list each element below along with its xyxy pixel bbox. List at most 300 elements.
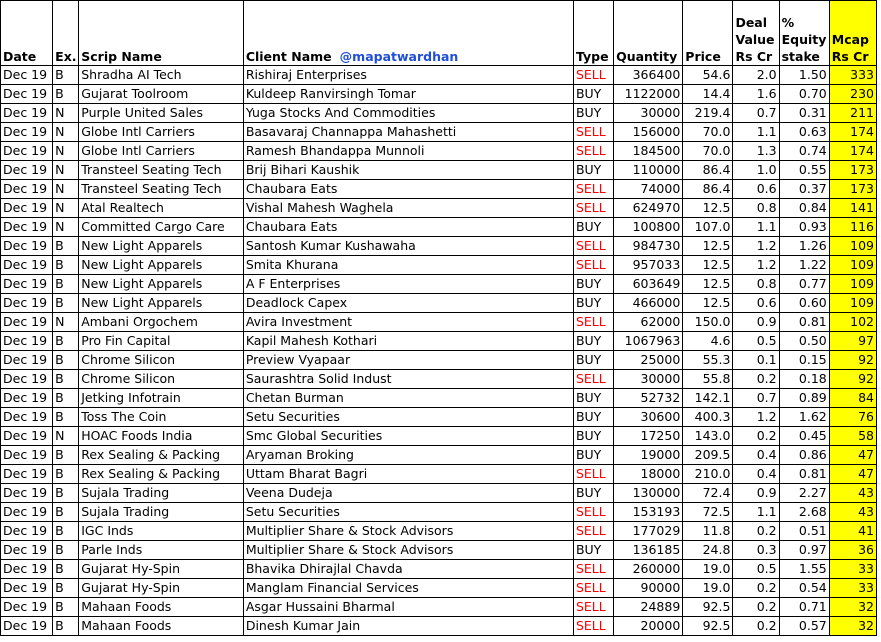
cell-exchange: B <box>53 370 79 389</box>
cell-equity-stake: 0.86 <box>779 446 829 465</box>
cell-client-name: Ramesh Bhandappa Munnoli <box>243 142 573 161</box>
cell-equity-stake: 0.31 <box>779 104 829 123</box>
cell-client-name: Dinesh Kumar Jain <box>243 617 573 636</box>
cell-date: Dec 19 <box>1 389 53 408</box>
cell-date: Dec 19 <box>1 465 53 484</box>
header-value-line: Value <box>735 32 775 47</box>
cell-scrip-name: New Light Apparels <box>79 237 244 256</box>
cell-deal-value: 0.9 <box>733 484 779 503</box>
table-row <box>1 617 877 636</box>
table-row <box>1 237 877 256</box>
cell-date: Dec 19 <box>1 522 53 541</box>
cell-exchange: B <box>53 332 79 351</box>
cell-deal-value: 0.2 <box>733 427 779 446</box>
header-stake-line: stake <box>781 49 820 64</box>
cell-client-name: Bhavika Dhirajlal Chavda <box>243 560 573 579</box>
cell-scrip-name: Toss The Coin <box>79 408 244 427</box>
cell-client-name: Smc Global Securities <box>243 427 573 446</box>
cell-type: SELL <box>573 66 613 85</box>
cell-exchange: B <box>53 503 79 522</box>
cell-date: Dec 19 <box>1 237 53 256</box>
cell-exchange: B <box>53 560 79 579</box>
cell-equity-stake: 0.51 <box>779 522 829 541</box>
cell-type: SELL <box>573 522 613 541</box>
cell-equity-stake: 0.71 <box>779 598 829 617</box>
cell-client-name: Preview Vyapaar <box>243 351 573 370</box>
cell-mcap: 109 <box>829 275 876 294</box>
header-pct-line: % <box>781 15 795 30</box>
cell-client-name: Saurashtra Solid Indust <box>243 370 573 389</box>
cell-mcap: 92 <box>829 370 876 389</box>
cell-exchange: N <box>53 218 79 237</box>
cell-quantity: 24889 <box>614 598 683 617</box>
cell-equity-stake: 0.18 <box>779 370 829 389</box>
cell-price: 219.4 <box>683 104 733 123</box>
table-row <box>1 446 877 465</box>
cell-exchange: N <box>53 104 79 123</box>
cell-mcap: 33 <box>829 560 876 579</box>
cell-type: SELL <box>573 579 613 598</box>
cell-quantity: 52732 <box>614 389 683 408</box>
cell-scrip-name: Gujarat Hy-Spin <box>79 579 244 598</box>
table-row <box>1 66 877 85</box>
cell-quantity: 1067963 <box>614 332 683 351</box>
cell-type: SELL <box>573 370 613 389</box>
cell-price: 210.0 <box>683 465 733 484</box>
cell-exchange: B <box>53 579 79 598</box>
cell-deal-value: 0.5 <box>733 332 779 351</box>
cell-mcap: 76 <box>829 408 876 427</box>
cell-type: SELL <box>573 598 613 617</box>
cell-client-name: Vishal Mahesh Waghela <box>243 199 573 218</box>
cell-type: BUY <box>573 104 613 123</box>
table-row <box>1 294 877 313</box>
cell-type: SELL <box>573 256 613 275</box>
cell-mcap: 41 <box>829 522 876 541</box>
cell-exchange: B <box>53 275 79 294</box>
cell-deal-value: 1.0 <box>733 161 779 180</box>
cell-client-name: Setu Securities <box>243 503 573 522</box>
cell-mcap: 173 <box>829 161 876 180</box>
cell-deal-value: 1.3 <box>733 142 779 161</box>
header-scrip-name: Scrip Name <box>79 1 244 66</box>
table-row <box>1 598 877 617</box>
cell-date: Dec 19 <box>1 598 53 617</box>
cell-mcap: 92 <box>829 351 876 370</box>
cell-quantity: 100800 <box>614 218 683 237</box>
cell-client-name: Chaubara Eats <box>243 218 573 237</box>
cell-deal-value: 1.1 <box>733 218 779 237</box>
cell-scrip-name: Ambani Orgochem <box>79 313 244 332</box>
cell-scrip-name: Mahaan Foods <box>79 598 244 617</box>
table-row <box>1 503 877 522</box>
header-mcap-rscr-line: Rs Cr <box>831 49 869 64</box>
cell-exchange: B <box>53 522 79 541</box>
cell-equity-stake: 0.89 <box>779 389 829 408</box>
cell-deal-value: 0.5 <box>733 560 779 579</box>
cell-date: Dec 19 <box>1 541 53 560</box>
cell-scrip-name: Sujala Trading <box>79 503 244 522</box>
cell-quantity: 19000 <box>614 446 683 465</box>
cell-client-name: Rishiraj Enterprises <box>243 66 573 85</box>
cell-scrip-name: Rex Sealing & Packing <box>79 465 244 484</box>
cell-client-name: Uttam Bharat Bagri <box>243 465 573 484</box>
cell-type: BUY <box>573 351 613 370</box>
cell-date: Dec 19 <box>1 123 53 142</box>
cell-quantity: 466000 <box>614 294 683 313</box>
cell-deal-value: 0.4 <box>733 465 779 484</box>
cell-deal-value: 0.6 <box>733 294 779 313</box>
cell-mcap: 47 <box>829 465 876 484</box>
cell-deal-value: 1.6 <box>733 85 779 104</box>
cell-scrip-name: IGC Inds <box>79 522 244 541</box>
cell-quantity: 110000 <box>614 161 683 180</box>
cell-date: Dec 19 <box>1 484 53 503</box>
table-row <box>1 370 877 389</box>
cell-quantity: 624970 <box>614 199 683 218</box>
table-row <box>1 256 877 275</box>
cell-deal-value: 0.2 <box>733 617 779 636</box>
cell-equity-stake: 0.37 <box>779 180 829 199</box>
cell-date: Dec 19 <box>1 161 53 180</box>
cell-exchange: B <box>53 351 79 370</box>
cell-price: 19.0 <box>683 579 733 598</box>
cell-scrip-name: Shradha AI Tech <box>79 66 244 85</box>
cell-price: 70.0 <box>683 123 733 142</box>
cell-deal-value: 1.2 <box>733 408 779 427</box>
cell-price: 55.8 <box>683 370 733 389</box>
cell-equity-stake: 0.84 <box>779 199 829 218</box>
cell-mcap: 109 <box>829 256 876 275</box>
cell-quantity: 184500 <box>614 142 683 161</box>
table-row <box>1 579 877 598</box>
cell-price: 150.0 <box>683 313 733 332</box>
cell-exchange: B <box>53 294 79 313</box>
cell-equity-stake: 0.93 <box>779 218 829 237</box>
table-row <box>1 199 877 218</box>
cell-type: BUY <box>573 446 613 465</box>
cell-deal-value: 0.9 <box>733 313 779 332</box>
cell-scrip-name: New Light Apparels <box>79 275 244 294</box>
table-row <box>1 123 877 142</box>
cell-equity-stake: 1.22 <box>779 256 829 275</box>
cell-scrip-name: Mahaan Foods <box>79 617 244 636</box>
cell-client-name: Veena Dudeja <box>243 484 573 503</box>
cell-equity-stake: 1.55 <box>779 560 829 579</box>
cell-equity-stake: 0.60 <box>779 294 829 313</box>
cell-equity-stake: 2.27 <box>779 484 829 503</box>
cell-quantity: 130000 <box>614 484 683 503</box>
cell-exchange: N <box>53 123 79 142</box>
cell-date: Dec 19 <box>1 370 53 389</box>
cell-equity-stake: 0.81 <box>779 313 829 332</box>
cell-type: BUY <box>573 275 613 294</box>
cell-type: SELL <box>573 123 613 142</box>
cell-deal-value: 0.7 <box>733 104 779 123</box>
cell-quantity: 957033 <box>614 256 683 275</box>
header-equity-line: Equity <box>781 32 827 47</box>
cell-client-name: A F Enterprises <box>243 275 573 294</box>
cell-exchange: N <box>53 313 79 332</box>
cell-quantity: 17250 <box>614 427 683 446</box>
cell-mcap: 102 <box>829 313 876 332</box>
table-row <box>1 142 877 161</box>
cell-type: BUY <box>573 484 613 503</box>
cell-date: Dec 19 <box>1 408 53 427</box>
cell-type: SELL <box>573 142 613 161</box>
cell-date: Dec 19 <box>1 560 53 579</box>
cell-mcap: 230 <box>829 85 876 104</box>
cell-exchange: B <box>53 66 79 85</box>
cell-price: 12.5 <box>683 294 733 313</box>
cell-scrip-name: Sujala Trading <box>79 484 244 503</box>
cell-client-name: Asgar Hussaini Bharmal <box>243 598 573 617</box>
table-row <box>1 332 877 351</box>
table-row <box>1 484 877 503</box>
table-row <box>1 465 877 484</box>
cell-quantity: 260000 <box>614 560 683 579</box>
header-price: Price <box>683 1 733 66</box>
table-row <box>1 161 877 180</box>
cell-price: 142.1 <box>683 389 733 408</box>
cell-type: SELL <box>573 313 613 332</box>
cell-exchange: B <box>53 256 79 275</box>
cell-quantity: 1122000 <box>614 85 683 104</box>
table-row <box>1 389 877 408</box>
cell-exchange: N <box>53 161 79 180</box>
cell-mcap: 33 <box>829 579 876 598</box>
cell-quantity: 90000 <box>614 579 683 598</box>
cell-quantity: 366400 <box>614 66 683 85</box>
cell-exchange: B <box>53 446 79 465</box>
cell-type: SELL <box>573 237 613 256</box>
cell-exchange: B <box>53 598 79 617</box>
cell-price: 86.4 <box>683 161 733 180</box>
cell-type: SELL <box>573 465 613 484</box>
cell-date: Dec 19 <box>1 579 53 598</box>
cell-price: 92.5 <box>683 617 733 636</box>
cell-type: BUY <box>573 332 613 351</box>
cell-scrip-name: Gujarat Hy-Spin <box>79 560 244 579</box>
cell-date: Dec 19 <box>1 142 53 161</box>
cell-deal-value: 0.6 <box>733 180 779 199</box>
cell-type: SELL <box>573 560 613 579</box>
cell-client-name: Manglam Financial Services <box>243 579 573 598</box>
cell-client-name: Kapil Mahesh Kothari <box>243 332 573 351</box>
cell-scrip-name: Parle Inds <box>79 541 244 560</box>
cell-date: Dec 19 <box>1 446 53 465</box>
cell-date: Dec 19 <box>1 199 53 218</box>
cell-date: Dec 19 <box>1 180 53 199</box>
table-row <box>1 541 877 560</box>
header-date: Date <box>1 1 53 66</box>
cell-date: Dec 19 <box>1 427 53 446</box>
cell-client-name: Multiplier Share & Stock Advisors <box>243 541 573 560</box>
cell-date: Dec 19 <box>1 503 53 522</box>
cell-equity-stake: 0.15 <box>779 351 829 370</box>
cell-mcap: 173 <box>829 180 876 199</box>
cell-exchange: B <box>53 541 79 560</box>
cell-scrip-name: Atal Realtech <box>79 199 244 218</box>
cell-client-name: Chetan Burman <box>243 389 573 408</box>
cell-date: Dec 19 <box>1 66 53 85</box>
cell-date: Dec 19 <box>1 617 53 636</box>
cell-quantity: 74000 <box>614 180 683 199</box>
cell-mcap: 174 <box>829 123 876 142</box>
cell-date: Dec 19 <box>1 275 53 294</box>
cell-scrip-name: Globe Intl Carriers <box>79 123 244 142</box>
cell-exchange: B <box>53 389 79 408</box>
cell-exchange: N <box>53 427 79 446</box>
cell-quantity: 30000 <box>614 370 683 389</box>
cell-price: 12.5 <box>683 237 733 256</box>
table-row <box>1 104 877 123</box>
cell-client-name: Multiplier Share & Stock Advisors <box>243 522 573 541</box>
cell-quantity: 984730 <box>614 237 683 256</box>
cell-exchange: N <box>53 199 79 218</box>
cell-client-name: Santosh Kumar Kushawaha <box>243 237 573 256</box>
cell-client-name: Deadlock Capex <box>243 294 573 313</box>
cell-quantity: 177029 <box>614 522 683 541</box>
cell-equity-stake: 0.45 <box>779 427 829 446</box>
cell-deal-value: 0.3 <box>733 541 779 560</box>
cell-equity-stake: 0.57 <box>779 617 829 636</box>
cell-deal-value: 1.2 <box>733 256 779 275</box>
cell-mcap: 32 <box>829 598 876 617</box>
cell-date: Dec 19 <box>1 218 53 237</box>
cell-type: BUY <box>573 218 613 237</box>
cell-price: 72.4 <box>683 484 733 503</box>
cell-client-name: Setu Securities <box>243 408 573 427</box>
cell-type: BUY <box>573 389 613 408</box>
cell-deal-value: 0.4 <box>733 446 779 465</box>
table-row <box>1 180 877 199</box>
cell-deal-value: 1.2 <box>733 237 779 256</box>
cell-exchange: B <box>53 85 79 104</box>
cell-exchange: N <box>53 180 79 199</box>
cell-price: 72.5 <box>683 503 733 522</box>
table-row <box>1 408 877 427</box>
header-client-name <box>243 1 573 66</box>
cell-equity-stake: 0.63 <box>779 123 829 142</box>
cell-mcap: 84 <box>829 389 876 408</box>
table-row <box>1 85 877 104</box>
header-equity-stake <box>779 1 829 66</box>
cell-price: 24.8 <box>683 541 733 560</box>
cell-client-name: Kuldeep Ranvirsingh Tomar <box>243 85 573 104</box>
cell-mcap: 211 <box>829 104 876 123</box>
cell-quantity: 30600 <box>614 408 683 427</box>
header-quantity: Quantity <box>614 1 683 66</box>
author-handle: @mapatwardhan <box>339 49 459 64</box>
cell-mcap: 109 <box>829 237 876 256</box>
cell-date: Dec 19 <box>1 351 53 370</box>
cell-scrip-name: Rex Sealing & Packing <box>79 446 244 465</box>
cell-scrip-name: Globe Intl Carriers <box>79 142 244 161</box>
header-mcap <box>829 1 876 66</box>
cell-scrip-name: Transteel Seating Tech <box>79 161 244 180</box>
table-row <box>1 522 877 541</box>
cell-equity-stake: 0.54 <box>779 579 829 598</box>
cell-price: 54.6 <box>683 66 733 85</box>
cell-equity-stake: 0.50 <box>779 332 829 351</box>
cell-quantity: 153193 <box>614 503 683 522</box>
cell-mcap: 116 <box>829 218 876 237</box>
cell-equity-stake: 0.97 <box>779 541 829 560</box>
cell-type: SELL <box>573 180 613 199</box>
cell-deal-value: 1.1 <box>733 123 779 142</box>
cell-exchange: B <box>53 484 79 503</box>
cell-mcap: 97 <box>829 332 876 351</box>
cell-exchange: N <box>53 142 79 161</box>
cell-price: 70.0 <box>683 142 733 161</box>
cell-date: Dec 19 <box>1 256 53 275</box>
cell-mcap: 43 <box>829 503 876 522</box>
header-type: Type <box>573 1 613 66</box>
cell-equity-stake: 0.74 <box>779 142 829 161</box>
cell-scrip-name: Jetking Infotrain <box>79 389 244 408</box>
cell-quantity: 603649 <box>614 275 683 294</box>
cell-price: 4.6 <box>683 332 733 351</box>
header-row <box>1 1 877 66</box>
cell-quantity: 30000 <box>614 104 683 123</box>
table-row <box>1 313 877 332</box>
cell-deal-value: 0.2 <box>733 598 779 617</box>
cell-price: 14.4 <box>683 85 733 104</box>
cell-mcap: 43 <box>829 484 876 503</box>
cell-deal-value: 0.2 <box>733 370 779 389</box>
header-rscr-line: Rs Cr <box>735 49 773 64</box>
cell-client-name: Smita Khurana <box>243 256 573 275</box>
cell-date: Dec 19 <box>1 104 53 123</box>
cell-scrip-name: New Light Apparels <box>79 294 244 313</box>
cell-deal-value: 0.8 <box>733 199 779 218</box>
header-client-label: Client Name <box>245 49 332 64</box>
cell-scrip-name: HOAC Foods India <box>79 427 244 446</box>
cell-price: 19.0 <box>683 560 733 579</box>
cell-mcap: 333 <box>829 66 876 85</box>
cell-quantity: 62000 <box>614 313 683 332</box>
cell-quantity: 20000 <box>614 617 683 636</box>
cell-mcap: 58 <box>829 427 876 446</box>
cell-scrip-name: Chrome Silicon <box>79 370 244 389</box>
cell-client-name: Brij Bihari Kaushik <box>243 161 573 180</box>
cell-date: Dec 19 <box>1 313 53 332</box>
cell-exchange: B <box>53 408 79 427</box>
cell-mcap: 36 <box>829 541 876 560</box>
cell-type: BUY <box>573 294 613 313</box>
cell-equity-stake: 0.77 <box>779 275 829 294</box>
cell-mcap: 32 <box>829 617 876 636</box>
cell-type: BUY <box>573 161 613 180</box>
cell-quantity: 18000 <box>614 465 683 484</box>
cell-type: SELL <box>573 503 613 522</box>
cell-scrip-name: Gujarat Toolroom <box>79 85 244 104</box>
table-row <box>1 218 877 237</box>
cell-equity-stake: 0.55 <box>779 161 829 180</box>
cell-mcap: 141 <box>829 199 876 218</box>
table-row <box>1 275 877 294</box>
cell-scrip-name: New Light Apparels <box>79 256 244 275</box>
cell-scrip-name: Purple United Sales <box>79 104 244 123</box>
cell-type: SELL <box>573 617 613 636</box>
header-deal-value <box>733 1 779 66</box>
cell-type: BUY <box>573 427 613 446</box>
cell-equity-stake: 0.81 <box>779 465 829 484</box>
cell-price: 86.4 <box>683 180 733 199</box>
cell-date: Dec 19 <box>1 332 53 351</box>
cell-equity-stake: 0.70 <box>779 85 829 104</box>
